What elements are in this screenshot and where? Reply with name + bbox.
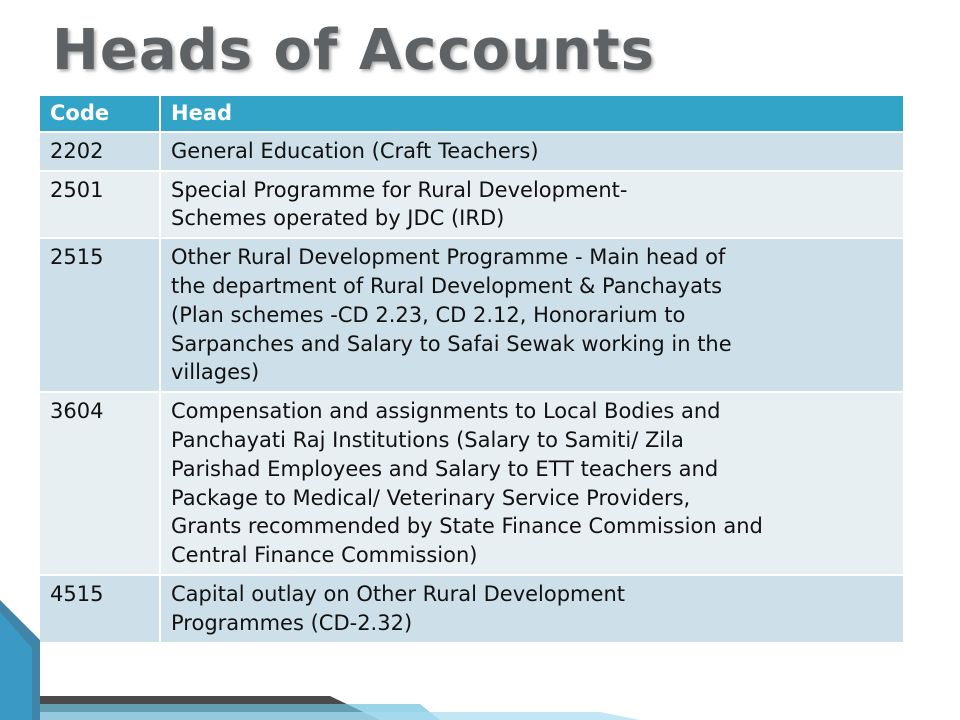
row-head: Other Rural Development Programme - Main head of the department of Rural Development & Panchayats (Plan schemes -CD 2.23, CD 2.12, Honorarium to Sarpanches and Salary to Safai Sewak working in the villages) [160,238,903,392]
row-code: 2515 [40,238,160,392]
row-code: 2202 [40,132,160,171]
table-row [40,238,903,392]
table-header-row [40,96,903,132]
row-code: 4515 [40,575,160,643]
table-row [40,171,903,239]
column-header-code: Code [40,96,160,132]
slide-title: Heads of Accounts [52,18,655,83]
table-row [40,575,903,643]
row-head: Capital outlay on Other Rural Development Programmes (CD-2.32) [160,575,903,643]
row-head: Special Programme for Rural Development- Schemes operated by JDC (IRD) [160,171,903,239]
column-header-head: Head [160,96,903,132]
accounts-table [40,96,903,644]
row-code: 3604 [40,392,160,575]
table-row [40,132,903,171]
row-head: Compensation and assignments to Local Bodies and Panchayati Raj Institutions (Salary to Samiti/ Zila Parishad Employees and Salary to ETT teachers and Package to Medical/ Veterinary Service Providers, Grants recommended by State Finance Commission and Central Finance Commission) [160,392,903,575]
table-row [40,392,903,575]
row-code: 2501 [40,171,160,239]
row-head: General Education (Craft Teachers) [160,132,903,171]
